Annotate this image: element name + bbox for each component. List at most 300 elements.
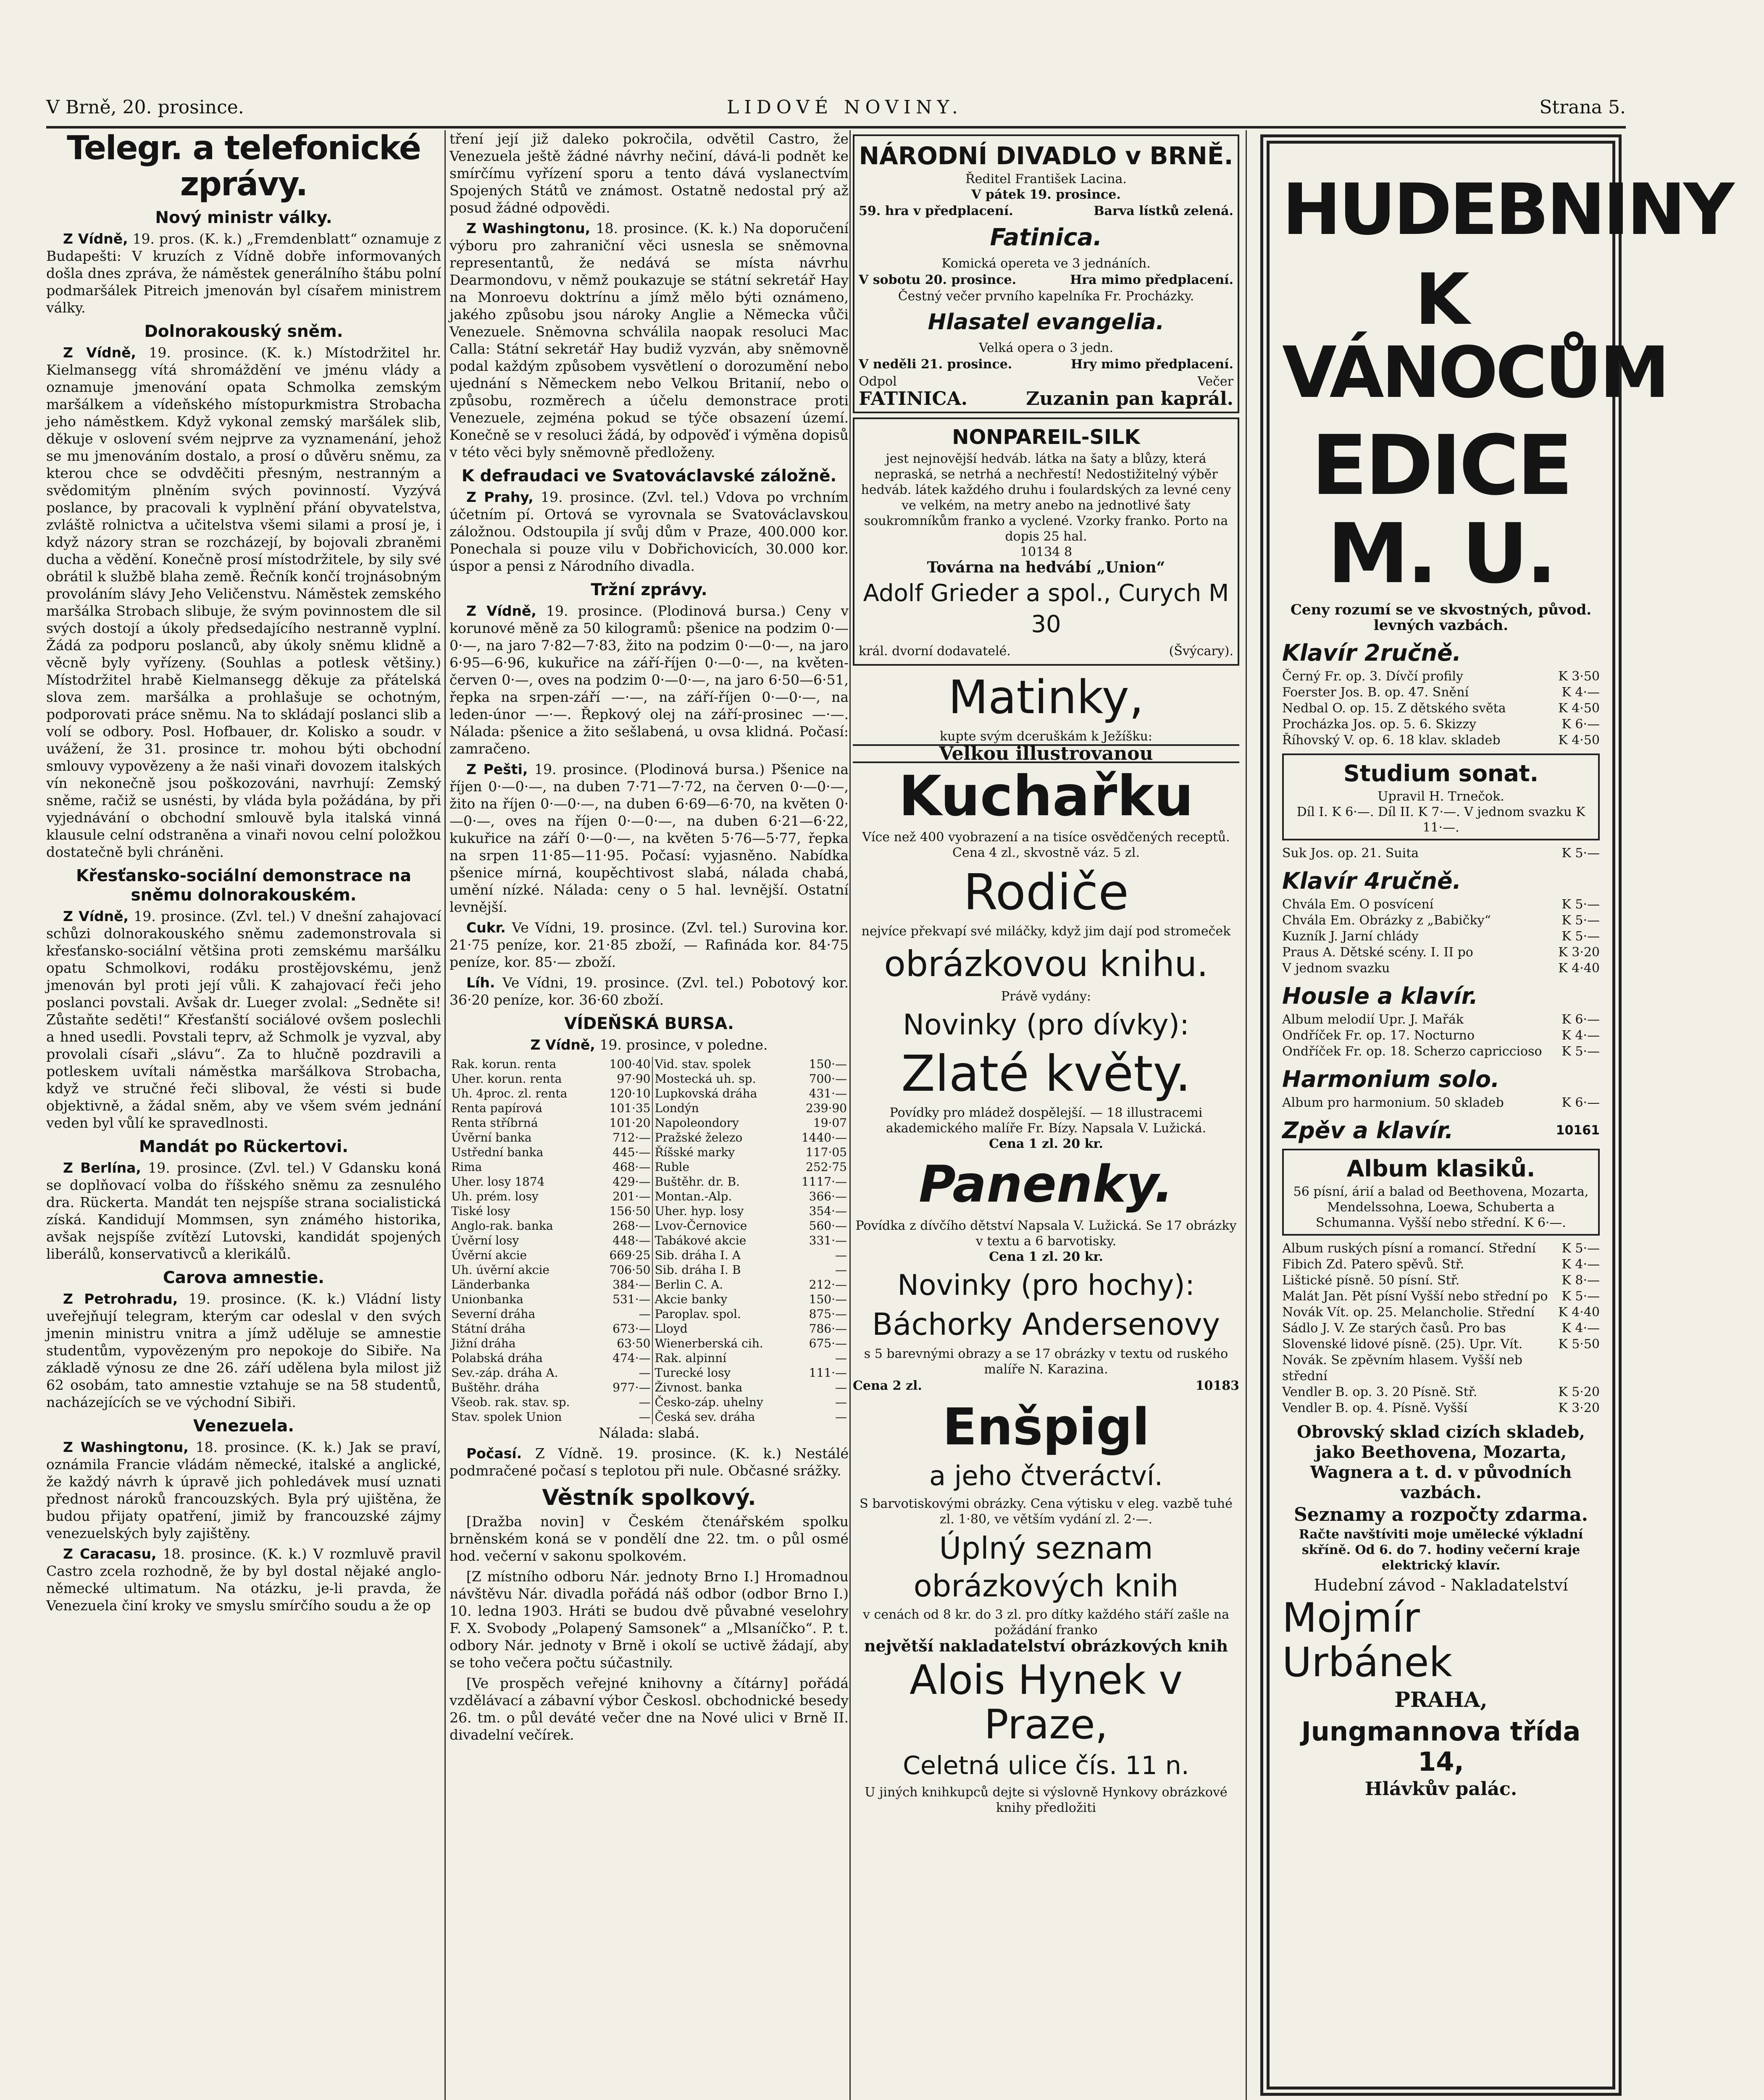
theatre-title: NÁRODNÍ DIVADLO v BRNĚ. bbox=[859, 142, 1233, 170]
bursa-cell: Vid. stav. spolek bbox=[655, 1057, 751, 1071]
price-item bbox=[1282, 685, 1600, 701]
article-body: [Z místního odboru Nár. jednoty Brno I.] Hromadnou návštěvu Nár. divadla pořádá náš odbor (odbor Brno I.) 10. ledna 1903. Hráti se budou dvě půvabné veselohry F. X. Svobody „Polapený Samsonek“ a „Mlsaníčko“. P. t. odbory Nár. jednoty v Brně i okolí se uctivě žádají, aby se toho večera počtu súčastnily. bbox=[450, 1568, 849, 1671]
theatre-row: V neděli 21. prosince. Hry mimo předplacení. bbox=[859, 357, 1233, 372]
price-item bbox=[1282, 1320, 1600, 1336]
article-body: Cukr. Ve Vídni, 19. prosince. (Zvl. tel.) Surovina kor. 21·75 peníze, kor. 21·85 zboží, — Rafináda kor. 84·75 peníze, kor. 85·— zboží. bbox=[450, 919, 849, 970]
price-item-price: K 4·40 bbox=[1558, 1305, 1600, 1320]
ad-price: Cena 1 zl. 20 kr. bbox=[989, 1250, 1103, 1264]
article-body: Z Vídně, 19. prosince. (Zvl. tel.) V dnešní zahajovací schůzi dolnorakouského sněmu zademonstrovala si křesťansko-sociální většina proti zemskému maršálku opatu Schmolkovi, rodáku prostějovskému, jenž jmenován byl proti její vůli. K zahajovací řeči jeho poslanci povstali. Avšak dr. Lueger zvolal: „Sedněte si! Zůstaňte seděti!“ Křesťanští sociálové ovšem poslechli a hned usedli. Povstali teprv, až Schmolk je vyzval, aby provolali císaři „slávu“. Za to hlučně pozdravili a potleskem uvítali náměstka maršálkova Strobacha, když ve stručné řeči sliboval, že vésti si bude objektivně, a žádal sněm, aby ve všem svém jednání veden byl vůlí ke spravedlnosti. bbox=[46, 908, 441, 1131]
theatre-note: Čestný večer prvního kapelníka Fr. Procházky. bbox=[898, 289, 1194, 304]
bursa-row bbox=[450, 1116, 849, 1130]
price-item bbox=[1282, 1241, 1600, 1257]
column-rule bbox=[1246, 130, 1247, 2100]
ad-text: kupte svým dceruškám k Ježíšku: bbox=[939, 729, 1153, 744]
ad-vanocum: K VÁNOCŮM bbox=[1282, 258, 1667, 414]
ad-text: Povídky pro mládež dospělejší. — 18 illustracemi akademického malíře Fr. Bízy. Napsala V. Lužická. bbox=[886, 1105, 1207, 1136]
ad-text: největší nakladatelství obrázkových knih bbox=[864, 1636, 1228, 1655]
bursa-cell: Mostecká uh. sp. bbox=[655, 1072, 756, 1086]
bursa-cell: — bbox=[598, 1365, 652, 1380]
price-item-title: Ondříček Fr. op. 18. Scherzo capriccioso bbox=[1282, 1044, 1542, 1059]
article-body: Z Vídně, 19. prosince. (K. k.) Místodržitel hr. Kielmansegg vítá shromáždění ve jménu vlády a oznamuje jmenování opata Schmolka zemským maršálkem a vídeňského místopurkmistra Strobacha jeho náměstkem. Když vykonal zemský maršálek slib, děkuje v oslovení svém nejprve za vyznamenání, jehož se mu jmenováním dostalo, a prosí o důvěru sněmu, za kterou chce se odvděčiti přesným, nestranným a svědomitým plněním svých povinností. Vyzývá poslance, by pracovali k vyplnění přání obyvatelstva, zvláště rolnictva a učitelstva všemi silami a prosí je, i když názory stran se rozcházejí, by bojovali zbraněmi ducha a vědění. Konečně prosí místodržitele, by sily své obrátil k službě blaha země. Řečník končí trojnásobným provoláním slávy Jeho Veličenstvu. Náměstek zemského maršálka Strobach slibuje, že svým povinnostem dle sil svých dostojí a úkoly předsedajícího nestranně vyplní. Žádá za podporu poslanců, aby úkoly sněmu klidně a věcně byly vyřízeny. (Souhlas a potlesk většiny.) Místodržitel hrabě Kielmansegg děkuje za přátelská slova zem. maršálka a prohlašuje se ochotným, podporovati práce sněmu. Na to skládají poslanci slib a volí se odbory. Posl. Hofbauer, dr. Kolisko a soudr. v uvážení, že 31. prosince tr. mohou býti obchodní smlouvy vypovězeny a že naši vinaři dovozem italských vín nekonečně jsou poškozováni, navrhují: Zemský sněme, račiž se usnésti, by vláda byla požádána, by při vyjednávání o obchodní smlouvě byla italská vinná klausule celní odstraněna a vinaři novou celní položkou dostatečně byli chráněni. bbox=[46, 344, 441, 860]
bursa-row bbox=[450, 1365, 849, 1380]
theatre-play-desc: Komická opereta ve 3 jednáních. bbox=[941, 256, 1151, 271]
bursa-row bbox=[450, 1057, 849, 1071]
ad-text: U jiných knihkupců dejte si výslovně Hynkovy obrázkové knihy předložiti bbox=[865, 1785, 1228, 1815]
ad-text: v cenách od 8 kr. do 3 zl. pro dítky každého stáří zašle na požádání franko bbox=[863, 1607, 1229, 1638]
ad-street: Celetná ulice čís. 11 n. bbox=[903, 1751, 1189, 1780]
bursa-cell: Buštěhr. dr. B. bbox=[655, 1175, 740, 1189]
ad-obrazkovou: obrázkovou knihu. bbox=[884, 943, 1208, 984]
bursa-row bbox=[450, 1395, 849, 1410]
theatre-row: Odpol Večer bbox=[859, 374, 1233, 389]
theatre-row: FATINICA. Zuzanin pan kaprál. bbox=[859, 388, 1233, 410]
header-rule bbox=[46, 126, 1626, 129]
price-item-price: K 6·— bbox=[1562, 1095, 1600, 1110]
article-heading: K defraudaci ve Svatováclavské záložně. bbox=[461, 467, 837, 486]
article-heading: VÍDEŇSKÁ BURSA. bbox=[564, 1014, 734, 1033]
price-item-title: Chvála Em. O posvícení bbox=[1282, 897, 1434, 912]
article-body: Líh. Ve Vídni, 19. prosince. (Zvl. tel.) Pobotový kor. 36·20 peníze, kor. 36·60 zboží. bbox=[450, 974, 849, 1008]
bursa-cell: — bbox=[598, 1395, 652, 1410]
bursa-cell: Stav. spolek Union bbox=[451, 1410, 562, 1424]
ad-price: Cena 1 zl. 20 kr. bbox=[989, 1137, 1103, 1151]
article-body: Z Washingtonu, 18. prosince. (K. k.) Jak se praví, oznámila Francie vládám německé, italské a anglické, že každý návrh k úpravě jich pohledávek musí uznati přednost nároků francouzských. Byla prý ujištěna, že budou přijaty opatření, jimiž by francouzské zájmy venezuelských byly zajištěny. bbox=[46, 1439, 441, 1541]
price-item-title: Nedbal O. op. 15. Z dětského světa bbox=[1282, 701, 1506, 716]
price-list bbox=[1282, 1241, 1600, 1416]
bursa-row bbox=[450, 1380, 849, 1395]
studium-price: Díl I. K 6·—. Díl II. K 7·—. V jednom svazku K 11·—. bbox=[1296, 805, 1585, 835]
article-body: [Ve prospěch veřejné knihovny a čítárny] pořádá vzdělávací a zábavní výbor Českosl. obchodnické besedy 26. tm. o půl deváté večer dne na Nové ulici v Brně II. divadelní večírek. bbox=[450, 1675, 849, 1743]
ad-zlate-kvety: Zlaté květy. bbox=[901, 1045, 1191, 1102]
price-item bbox=[1282, 897, 1600, 913]
music-ad-frame bbox=[1260, 134, 1732, 2096]
bursa-row bbox=[450, 1336, 849, 1351]
price-item-price: K 5·50 bbox=[1558, 1337, 1600, 1352]
bursa-cell: 150·— bbox=[809, 1292, 847, 1306]
bursa-cell: 468·— bbox=[598, 1160, 652, 1174]
price-item bbox=[1282, 1400, 1600, 1416]
price-item-price: K 5·— bbox=[1562, 897, 1600, 912]
article-heading: Dolnorakouský sněm. bbox=[144, 322, 343, 341]
ad-hudebniny: HUDEBNINY bbox=[1282, 168, 1732, 251]
bursa-cell: 331·— bbox=[809, 1234, 847, 1247]
price-item-price: K 4·— bbox=[1562, 1028, 1600, 1043]
bursa-row bbox=[450, 1307, 849, 1321]
bursa-cell: 366·— bbox=[809, 1189, 847, 1203]
price-item-title: Slovenské lidové písně. (25). Upr. Vít. Novák. Se zpěvním hlasem. Vyšší neb střední bbox=[1282, 1337, 1523, 1383]
bursa-cell: 100·40 bbox=[598, 1057, 652, 1071]
price-item bbox=[1282, 961, 1600, 976]
bursa-cell: 977·— bbox=[598, 1380, 652, 1395]
ad-enspigl: Enšpigl bbox=[942, 1398, 1150, 1457]
theatre-play-desc: Velká opera o 3 jedn. bbox=[979, 341, 1113, 355]
price-item bbox=[1282, 1336, 1600, 1384]
price-item-title: Album pro harmonium. 50 skladeb bbox=[1282, 1095, 1504, 1110]
bursa-cell: Uher. korun. renta bbox=[451, 1072, 562, 1086]
price-item bbox=[1282, 1012, 1600, 1028]
article-heading: Tržní zprávy. bbox=[591, 580, 707, 599]
bursa-cell: Sev.-záp. dráha A. bbox=[451, 1366, 558, 1380]
bursa-cell: Tiské losy bbox=[451, 1204, 510, 1218]
bursa-cell: 384·— bbox=[598, 1277, 652, 1292]
bursa-cell: Uh. 4proc. zl. renta bbox=[451, 1087, 568, 1100]
ad-text: s 5 barevnými obrazy a se 17 obrázky v textu od ruského malíře N. Karazina. bbox=[864, 1347, 1228, 1377]
column-ads bbox=[853, 130, 1239, 2100]
bursa-cell: Ustřední banka bbox=[451, 1145, 544, 1159]
price-item-title: Sádlo J. V. Ze starých časů. Pro bas bbox=[1282, 1321, 1506, 1336]
price-item-price: K 3·20 bbox=[1558, 1401, 1600, 1415]
studium-text: Upravil H. Trnečok. bbox=[1378, 789, 1504, 804]
price-item-price: K 3·20 bbox=[1558, 945, 1600, 960]
category-heading: Klavír 4ručně. bbox=[1282, 868, 1462, 894]
bursa-cell: 268·— bbox=[598, 1218, 652, 1233]
price-item bbox=[1282, 1289, 1600, 1305]
bursa-cell: — bbox=[835, 1263, 847, 1277]
price-item-title: Lištické písně. 50 písní. Stř. bbox=[1282, 1273, 1460, 1288]
category-heading: Harmonium solo. bbox=[1282, 1066, 1500, 1092]
bursa-row bbox=[450, 1086, 849, 1101]
silk-sub: král. dvorní dodavatelé. (Švýcary). bbox=[859, 644, 1233, 659]
ad-text: Ceny rozumí se ve skvostných, původ. levných vazbách. bbox=[1290, 601, 1592, 634]
theatre-ad bbox=[853, 134, 1239, 413]
bursa-cell: 120·10 bbox=[598, 1086, 652, 1101]
ad-edice: EDICE M. U. bbox=[1311, 418, 1571, 602]
bursa-mood: Nálada: slabá. bbox=[599, 1425, 699, 1441]
article-body: Z Prahy, 19. prosince. (Zvl. tel.) Vdova po vrchním účetním pí. Ortová se vyrovnala se Svatováclavskou záložnou. Odstoupila jí svůj dům v Praze, 400.000 kor. Ponechala si pouze vilu v Dobřichovicích, 30.000 kor. úspor a pensi z Národního divadla. bbox=[450, 489, 849, 574]
bursa-cell: Turecké losy bbox=[655, 1366, 731, 1380]
bursa-cell: 448·— bbox=[598, 1233, 652, 1248]
ad-panenky: Panenky. bbox=[918, 1155, 1174, 1214]
price-list bbox=[1282, 1012, 1600, 1060]
bursa-cell: 1440·— bbox=[801, 1131, 847, 1144]
book-ad bbox=[853, 670, 1239, 1816]
bursa-cell: — bbox=[598, 1307, 652, 1321]
header-date: V Brně, 20. prosince. bbox=[46, 97, 244, 118]
bursa-cell: Tabákové akcie bbox=[655, 1234, 747, 1247]
header-title: LIDOVÉ NOVINY. bbox=[727, 97, 963, 118]
bursa-cell: Lloyd bbox=[655, 1322, 688, 1336]
bursa-cell: Živnost. banka bbox=[655, 1381, 743, 1394]
ad-text: Velkou illustrovanou bbox=[853, 744, 1239, 763]
article-heading: Křesťansko-sociální demonstrace na sněmu dolnorakouském. bbox=[76, 866, 411, 905]
album-text: 56 písní, árií a balad od Beethovena, Mozarta, Mendelssohna, Loewa, Schuberta a Schumanna. Vyšší nebo střední. K 6·—. bbox=[1293, 1184, 1589, 1230]
category-heading: Housle a klavír. bbox=[1282, 983, 1478, 1009]
price-item-price: K 5·— bbox=[1562, 1044, 1600, 1059]
ad-price-row: Cena 2 zl. 10183 bbox=[853, 1378, 1239, 1393]
bursa-cell: Jižní dráha bbox=[451, 1336, 516, 1350]
article-body: Z Petrohradu, 19. prosince. (K. k.) Vládní listy uveřejňují telegram, kterým car odeslal v den svých jmenin ministru vnitra a jímž uděluje se amnestie studentům, vypovězeným pro nepokoje do Sibiře. Na základě výnosu ze dne 26. září udělena byla milost již 62 osobám, tato amnestie vztahuje se na 58 studentů, nacházejících se ve východní Sibiři. bbox=[46, 1291, 441, 1410]
theatre-row: V sobotu 20. prosince. Hra mimo předplacení. bbox=[859, 273, 1233, 287]
article-body: Počasí. Z Vídně. 19. prosince. (K. k.) Nestálé podmračené počasí s teplotou při nule. Občasné srážky. bbox=[450, 1445, 849, 1479]
bursa-cell: 673·— bbox=[598, 1321, 652, 1336]
bursa-cell: 560·— bbox=[809, 1219, 847, 1233]
price-item-price: K 6·— bbox=[1562, 717, 1600, 732]
price-list bbox=[1282, 1095, 1600, 1111]
bursa-row bbox=[450, 1233, 849, 1248]
price-item-title: Novák Vít. op. 25. Melancholie. Střední bbox=[1282, 1305, 1535, 1320]
bursa-cell: Úvěrní akcie bbox=[451, 1248, 527, 1262]
ad-text: Více než 400 vyobrazení a na tisíce osvědčených receptů. bbox=[862, 830, 1230, 845]
header-page-number: Strana 5. bbox=[1539, 97, 1626, 118]
ad-text: nejvíce překvapí své miláčky, když jim dají pod stromeček bbox=[861, 924, 1231, 939]
column-news-2 bbox=[450, 130, 849, 2100]
bursa-cell: Uher. hyp. losy bbox=[655, 1204, 744, 1218]
price-item bbox=[1282, 929, 1600, 945]
silk-firm: Adolf Grieder a spol., Curych M 30 bbox=[863, 580, 1229, 638]
price-item-title: Vendler B. op. 4. Písně. Vyšší bbox=[1282, 1401, 1468, 1415]
ad-bachorky: Báchorky Andersenovy bbox=[872, 1307, 1220, 1342]
article-body: Z Berlína, 19. prosince. (Zvl. tel.) V Gdansku koná se doplňovací volba do říšského sněmu za zesnulého dra. Rückerta. Mandát ten nejspíše strana socialistická získá. Kandidují Mommsen, syn známého historika, avšak nejspíše zvítězí Lutovski, kandidát spojených liberálů, konservativců a klerikálů. bbox=[46, 1160, 441, 1262]
bursa-row bbox=[450, 1292, 849, 1307]
ad-matinky: Matinky, bbox=[948, 670, 1144, 724]
bursa-row bbox=[450, 1204, 849, 1218]
bursa-row bbox=[450, 1101, 849, 1116]
bursa-cell: Lvov-Černovice bbox=[655, 1219, 747, 1233]
price-item bbox=[1282, 1384, 1600, 1400]
bursa-cell: Napoleondory bbox=[655, 1116, 739, 1130]
bursa-row bbox=[450, 1174, 849, 1189]
price-item bbox=[1282, 701, 1600, 717]
ad-firm: Alois Hynek v Praze, bbox=[909, 1656, 1183, 1748]
price-item-title: Chvála Em. Obrázky z „Babičky“ bbox=[1282, 913, 1491, 928]
bursa-row bbox=[450, 1160, 849, 1174]
ad-rodice: Rodiče bbox=[963, 863, 1129, 921]
bursa-cell: 354·— bbox=[809, 1204, 847, 1218]
bursa-row bbox=[450, 1351, 849, 1365]
bursa-cell: Länderbanka bbox=[451, 1278, 530, 1292]
price-item-title: Album ruských písní a romancí. Střední bbox=[1282, 1241, 1536, 1256]
category-heading: Klavír 2ručně. bbox=[1282, 640, 1462, 666]
silk-ad bbox=[853, 417, 1239, 666]
bursa-cell: Rima bbox=[451, 1160, 482, 1174]
ad-text: Povídka z dívčího dětství Napsala V. Lužická. Se 17 obrázky v textu a 6 barvotisky. bbox=[855, 1218, 1237, 1249]
article-heading: Nový ministr války. bbox=[155, 208, 332, 227]
price-item-title: Vendler B. op. 3. 20 Písně. Stř. bbox=[1282, 1385, 1477, 1399]
price-list bbox=[1282, 897, 1600, 976]
silk-title: NONPAREIL-SILK bbox=[952, 425, 1140, 449]
bursa-cell: 252·75 bbox=[806, 1160, 847, 1174]
bursa-cell: Ruble bbox=[655, 1160, 690, 1174]
price-item bbox=[1282, 1305, 1600, 1320]
price-item bbox=[1282, 945, 1600, 961]
bursa-cell: Polabská dráha bbox=[451, 1351, 543, 1365]
silk-text: jest nejnovější hedváb. látka na šaty a blůzy, která nepraská, se netrhá a nechřestí! Nedostižitelný výběr hedváb. látek každého druhu i foulardských za levné ceny ve velkém, na metry anebo na jednotlivé šaty soukromníkům franko a vyclené. Vzorky franko. Porto na dopis 25 hal. bbox=[861, 452, 1231, 544]
bursa-row bbox=[450, 1263, 849, 1277]
column-rule bbox=[444, 130, 446, 2100]
bursa-cell: 101·35 bbox=[598, 1101, 652, 1116]
price-item-price: K 4·— bbox=[1562, 1257, 1600, 1272]
bursa-cell: Česko-záp. uhelny bbox=[655, 1395, 763, 1409]
ad-text: a jeho čtveráctví. bbox=[929, 1461, 1163, 1492]
ad-text: Právě vydány: bbox=[1001, 989, 1091, 1004]
silk-factory: Továrna na hedvábí „Union“ bbox=[927, 559, 1165, 576]
bursa-cell: Sib. dráha I. A bbox=[655, 1248, 741, 1262]
article-heading: Carova amnestie. bbox=[163, 1268, 324, 1287]
bursa-cell: Lupkovská dráha bbox=[655, 1087, 757, 1100]
article-body: Z Vídně, 19. prosince. (Plodinová bursa.) Ceny v korunové měně za 50 kilogramů: pšenice na podzim 0·—0·—, na jaro 7·82—7·83, žito na podzim 0·—0·—, na jaro 6·95—6·96, kukuřice na září-říjen 0·—0·—, na květen-červen 0·—, oves na podzim 0·—0·—, na jaro 6·50—6·51, řepka na srpen-září —·—, na září-říjen 0·—0·—, na leden-únor —·—. Řepkový olej na září-prosinec —·—. Nálada: pšenice a žito sešlabená, u ovsa klidná. Počasí: zamračeno. bbox=[450, 603, 849, 757]
bursa-cell: — bbox=[835, 1351, 847, 1365]
bursa-row bbox=[450, 1248, 849, 1263]
ad-novinky: Novinky (pro hochy): bbox=[897, 1269, 1195, 1302]
bursa-cell: Buštěhr. dráha bbox=[451, 1381, 539, 1394]
price-item bbox=[1282, 732, 1600, 748]
bursa-row bbox=[450, 1321, 849, 1336]
bursa-cell: Státní dráha bbox=[451, 1322, 526, 1336]
bursa-row bbox=[450, 1189, 849, 1204]
page-header bbox=[46, 84, 1626, 130]
bursa-cell: — bbox=[835, 1410, 847, 1424]
ad-text: Hudební závod - Nakladatelství bbox=[1314, 1576, 1568, 1594]
price-item-price: K 5·— bbox=[1562, 1241, 1600, 1256]
bursa-cell: 669·25 bbox=[598, 1248, 652, 1263]
bursa-cell: 675·— bbox=[809, 1336, 847, 1350]
bursa-cell: Rak. korun. renta bbox=[451, 1057, 557, 1071]
price-item-title: Říhovský V. op. 6. 18 klav. skladeb bbox=[1282, 733, 1501, 748]
bursa-cell: 156·50 bbox=[598, 1204, 652, 1218]
ad-price: Cena 4 zl., skvostně váz. 5 zl. bbox=[952, 845, 1140, 860]
bursa-cell: 63·50 bbox=[598, 1336, 652, 1351]
bursa-cell: 201·— bbox=[598, 1189, 652, 1204]
theatre-date: V pátek 19. prosince. bbox=[971, 187, 1121, 202]
bursa-cell: 706·50 bbox=[598, 1263, 652, 1277]
silk-number: 10134 8 bbox=[1020, 545, 1073, 559]
bursa-row bbox=[450, 1277, 849, 1292]
price-item: Suk Jos. op. 21. Suita K 5·— bbox=[1282, 846, 1600, 861]
theatre-play: Fatinica. bbox=[990, 224, 1102, 251]
price-item-title: Praus A. Dětské scény. I. II po bbox=[1282, 945, 1473, 960]
article-body: Z Vídně, 19. prosince, v poledne. bbox=[530, 1037, 768, 1053]
ad-text: Obrovský sklad cizích skladeb, jako Beethovena, Mozarta, Wagnera a t. d. v původních vazbách. bbox=[1297, 1422, 1585, 1502]
price-item-price: K 3·50 bbox=[1558, 669, 1600, 684]
album-title: Album klasiků. bbox=[1346, 1155, 1535, 1182]
studium-box bbox=[1282, 753, 1600, 840]
bursa-cell: 1117·— bbox=[801, 1175, 847, 1189]
bursa-cell: 19·07 bbox=[813, 1116, 847, 1130]
bursa-cell: 875·— bbox=[809, 1307, 847, 1321]
bursa-cell: Severní dráha bbox=[451, 1307, 536, 1321]
price-item-price: K 4·50 bbox=[1558, 701, 1600, 716]
bursa-row bbox=[450, 1410, 849, 1424]
studium-title: Studium sonat. bbox=[1343, 760, 1539, 787]
price-item bbox=[1282, 1028, 1600, 1044]
price-item-title: Album melodií Upr. J. Mařák bbox=[1282, 1012, 1464, 1027]
ad-firm: Mojmír Urbánek bbox=[1282, 1594, 1452, 1686]
bursa-cell: Wienerberská cih. bbox=[655, 1336, 763, 1350]
bursa-cell: Anglo-rak. banka bbox=[451, 1219, 553, 1233]
article-body: Z Pešti, 19. prosince. (Plodinová bursa.) Pšenice na říjen 0·—0·—, na duben 7·71—7·72, na červen 0·—0·—, žito na říjen 0·—0·—, na duben 6·69—6·70, na květen 0·—0·—, oves na říjen 0·—0·—, na duben 6·21—6·22, kukuřice na září 0·—0·—, na květen 5·76—5·77, řepka na srpen 11·85—11·95. Počasí: vyjasněno. Nabídka pšenice mírná, koupěchtivost slabá, nálada chabá, umění nízké. Nálada: ceny o 5 hal. levnější. Ostatní levnější. bbox=[450, 761, 849, 915]
bursa-cell: 429·— bbox=[598, 1174, 652, 1189]
price-list bbox=[1282, 669, 1600, 748]
price-item-price: K 8·— bbox=[1562, 1273, 1600, 1288]
bursa-cell: Uh. úvěrní akcie bbox=[451, 1263, 549, 1277]
bursa-cell: 150·— bbox=[809, 1057, 847, 1071]
theatre-play: Hlasatel evangelia. bbox=[928, 310, 1165, 335]
bursa-cell: 445·— bbox=[598, 1145, 652, 1160]
price-item-price: K 4·— bbox=[1562, 1321, 1600, 1336]
price-item-title: Černý Fr. op. 3. Dívčí profily bbox=[1282, 669, 1463, 684]
ad-text: Račte navštíviti moje umělecké výkladní skříně. Od 6. do 7. hodiny večerní kraje elektrický klavír. bbox=[1299, 1527, 1583, 1573]
bursa-cell: 97·90 bbox=[598, 1071, 652, 1086]
theatre-row: 59. hra v předplacení. Barva lístků zelená. bbox=[859, 204, 1233, 218]
price-item bbox=[1282, 1257, 1600, 1273]
ad-text: S barvotiskovými obrázky. Cena výtisku v eleg. vazbě tuhé zl. 1·80, ve větším vydání zl. 2·—. bbox=[860, 1496, 1233, 1527]
bursa-cell: 101·20 bbox=[598, 1116, 652, 1130]
price-item bbox=[1282, 1273, 1600, 1289]
bursa-cell: Akcie banky bbox=[655, 1292, 728, 1306]
bursa-row bbox=[450, 1218, 849, 1233]
price-item-price: K 5·— bbox=[1562, 913, 1600, 928]
bursa-cell: Pražské železo bbox=[655, 1131, 743, 1144]
column-rule bbox=[849, 130, 851, 2100]
bursa-cell: — bbox=[598, 1410, 652, 1424]
price-item-price: K 5·20 bbox=[1558, 1385, 1600, 1399]
price-item-title: Kuzník J. Jarní chlády bbox=[1282, 929, 1419, 944]
price-item-price: K 6·— bbox=[1562, 1012, 1600, 1027]
bursa-cell: 786·— bbox=[809, 1322, 847, 1336]
bursa-cell: 700·— bbox=[809, 1072, 847, 1086]
bursa-cell: — bbox=[835, 1248, 847, 1262]
article-heading: Mandát po Rückertovi. bbox=[139, 1137, 349, 1156]
price-item-price: K 5·— bbox=[1562, 929, 1600, 944]
bursa-cell: Úvěrní losy bbox=[451, 1234, 519, 1247]
article-body: Z Caracasu, 18. prosince. (K. k.) V rozmluvě pravil Castro zcela rozhodně, že by byl dostal nějaké anglo-německé ultimatum. Na otázku, je-li pravda, že Venezuela činí kroky ve smyslu smírčího soudu a že op bbox=[46, 1546, 441, 1614]
bursa-cell: Renta stříbrná bbox=[451, 1116, 538, 1130]
bursa-cell: Uh. prém. losy bbox=[451, 1189, 539, 1203]
bursa-cell: Úvěrní banka bbox=[451, 1131, 532, 1144]
price-item-price: K 4·50 bbox=[1558, 733, 1600, 748]
bursa-cell: — bbox=[835, 1395, 847, 1409]
bursa-cell: — bbox=[835, 1381, 847, 1394]
ad-text: Hlávkův palác. bbox=[1364, 1778, 1517, 1800]
bursa-cell: 111·— bbox=[809, 1366, 847, 1380]
price-item bbox=[1282, 913, 1600, 929]
bursa-row bbox=[450, 1071, 849, 1086]
bursa-cell: Říšské marky bbox=[655, 1145, 735, 1159]
bursa-table bbox=[450, 1057, 849, 1424]
bursa-cell: 531·— bbox=[598, 1292, 652, 1307]
price-item-title: Malát Jan. Pět písní Vyšší nebo střední po bbox=[1282, 1289, 1548, 1304]
price-item-title: V jednom svazku bbox=[1282, 961, 1390, 976]
article-body: [Dražba novin] v Českém čtenářském spolku brněnském koná se v pondělí dne 22. tm. o půl osmé hod. večerní v sakonu spolkovém. bbox=[450, 1513, 849, 1564]
bursa-cell: Uher. losy 1874 bbox=[451, 1175, 545, 1189]
bursa-cell: 712·— bbox=[598, 1130, 652, 1145]
category-heading: Zpěv a klavír. 10161 bbox=[1282, 1117, 1600, 1144]
ad-novinky: Novinky (pro dívky): bbox=[903, 1008, 1189, 1042]
price-item bbox=[1282, 717, 1600, 732]
price-item-title: Fibich Zd. Patero spěvů. Stř. bbox=[1282, 1257, 1464, 1272]
bursa-cell: Montan.-Alp. bbox=[655, 1189, 732, 1203]
ad-kucharku: Kuchařku bbox=[898, 764, 1194, 829]
ad-text: Seznamy a rozpočty zdarma. bbox=[1294, 1504, 1588, 1525]
bursa-cell: Paroplav. spol. bbox=[655, 1307, 741, 1321]
article-body: Z Vídně, 19. pros. (K. k.) „Fremdenblatt“ oznamuje z Budapešti: V kruzích z Vídně dobře informovaných došla dnes zpráva, že náměstek generálního štábu polní podmaršálek Pitreich jmenován byl císařem ministrem války. bbox=[46, 231, 441, 316]
price-item-title: Ondříček Fr. op. 17. Nocturno bbox=[1282, 1028, 1475, 1043]
price-item bbox=[1282, 1095, 1600, 1111]
bursa-row bbox=[450, 1145, 849, 1160]
article-heading: Věstník spolkový. bbox=[542, 1485, 756, 1510]
ad-text: Úplný seznam bbox=[939, 1530, 1153, 1566]
ad-city: PRAHA, bbox=[1394, 1687, 1488, 1712]
price-item-price: K 4·40 bbox=[1558, 961, 1600, 976]
ad-address: Jungmannova třída 14, bbox=[1301, 1716, 1581, 1777]
price-item-title: Procházka Jos. op. 5. 6. Skizzy bbox=[1282, 717, 1477, 732]
article-heading: Venezuela. bbox=[193, 1417, 294, 1436]
bursa-cell: Renta papírová bbox=[451, 1101, 542, 1115]
bursa-cell: Česká sev. dráha bbox=[655, 1410, 755, 1424]
bursa-cell: 239·90 bbox=[806, 1101, 847, 1115]
article-body: Z Washingtonu, 18. prosince. (K. k.) Na doporučení výboru pro zahraniční věci usnesla se sněmovna representantů, že nedává se místa návrhu Dearmondovu, v němž poukazuje se státní sekretář Hay na Monroevu doktrínu a jímž mělo býti oznámeno, jakého způsobu jsou nároky Anglie a Německa vůči Venezuele. Sněmovna schválila naopak resoluci Mac Calla: Státní sekretář Hay budiž vyzván, aby sněmovně podal každým způsobem vysvětlení o dorozumění nebo ujednání s Německem nebo Velkou Britanií, nebo o způsobu, rozměrech a účelu demonstrace proti Venezuele, zejména pokud se týče obsazení území. Konečně se v resoluci žádá, by odpověď i výměna dopisů v této věci byly sněmovně předloženy. bbox=[450, 220, 849, 460]
price-item bbox=[1282, 669, 1600, 685]
